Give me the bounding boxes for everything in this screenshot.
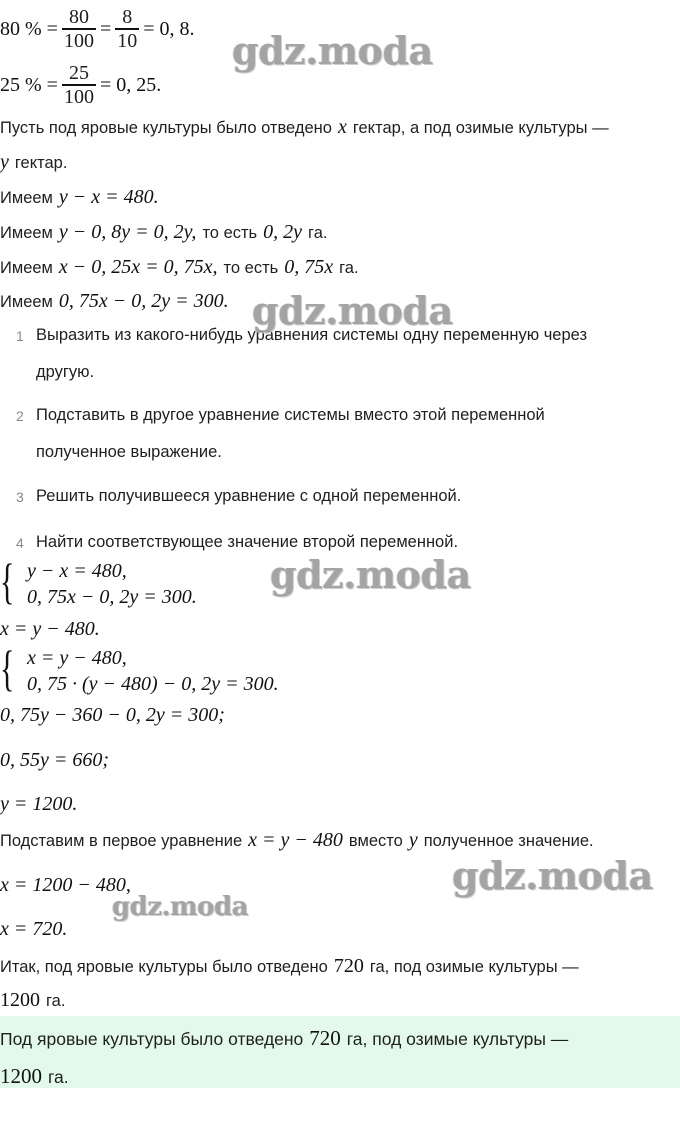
solve-step-1: 0, 75y − 360 − 0, 2y = 300; bbox=[0, 704, 225, 726]
watermark: gdz.moda bbox=[452, 853, 653, 898]
equation-system-2 bbox=[0, 640, 340, 697]
step-number-4: 4 bbox=[16, 535, 24, 551]
watermark: gdz.moda bbox=[232, 28, 433, 73]
system-2-row-2: 0, 75 · (y − 480) − 0, 2y = 300. bbox=[27, 673, 279, 695]
assumption-line-1: Пусть под яровые культуры было отведено x гектар, а под озимые культуры — bbox=[0, 116, 609, 138]
system-1-row-2: 0, 75x − 0, 2y = 300. bbox=[27, 586, 197, 608]
substitution-line: Подставим в первое уравнение x = y − 480 вместо y полученное значение. bbox=[0, 829, 594, 851]
answer-line-1: Под яровые культуры было отведено 720 га, под озимые культуры — bbox=[0, 1026, 569, 1050]
solve-step-3: y = 1200. bbox=[0, 793, 78, 815]
watermark: gdz.moda bbox=[112, 892, 249, 922]
system-2-row-1: x = y − 480, bbox=[27, 647, 127, 669]
percent-25-prefix: 25 % = bbox=[0, 73, 58, 96]
have-line-2: Имеем y − 0, 8y = 0, 2y, то есть 0, 2y га. bbox=[0, 221, 328, 243]
percent-80-line: 80 % = $\frac{80}{100}$ = $\frac{8}{10}$ = 0, 8. bbox=[0, 6, 195, 52]
percent-25-result: = 0, 25. bbox=[99, 73, 162, 96]
step-3-line-1: Решить получившееся уравнение с одной переменной. bbox=[36, 487, 462, 505]
step-2-line-2: полученное выражение. bbox=[36, 443, 222, 461]
percent-80-result: = 0, 8. bbox=[143, 17, 195, 40]
have-line-3: Имеем x − 0, 25x = 0, 75x, то есть 0, 75x га. bbox=[0, 256, 359, 278]
step-number-2: 2 bbox=[16, 408, 24, 424]
system-brace: { bbox=[0, 553, 15, 609]
fraction-80-100: $\frac{80}{100}$ bbox=[63, 6, 94, 52]
percent-80-prefix: 80 % = bbox=[0, 17, 58, 40]
assumption-line-2: y гектар. bbox=[0, 151, 68, 173]
fraction-25-100: $\frac{25}{100}$ bbox=[63, 62, 94, 108]
equation-system-1 bbox=[0, 553, 260, 610]
watermark: gdz.moda bbox=[270, 552, 471, 597]
express-x-line: x = y − 480. bbox=[0, 618, 100, 640]
x-calc-line-1: x = 1200 − 480, bbox=[0, 874, 131, 896]
conclusion-line-2: 1200 га. bbox=[0, 989, 66, 1011]
watermark: gdz.moda bbox=[252, 288, 453, 333]
have-line-4: Имеем 0, 75x − 0, 2y = 300. bbox=[0, 290, 229, 312]
system-brace: { bbox=[0, 640, 15, 696]
fraction-8-10: $\frac{8}{10}$ bbox=[117, 6, 138, 52]
system-1-row-1: y − x = 480, bbox=[27, 560, 127, 582]
step-number-1: 1 bbox=[16, 328, 24, 344]
step-2-line-1: Подставить в другое уравнение системы вместо этой переменной bbox=[36, 406, 545, 424]
answer-line-2: 1200 га. bbox=[0, 1064, 69, 1088]
conclusion-line-1: Итак, под яровые культуры было отведено 720 га, под озимые культуры — bbox=[0, 955, 579, 977]
solve-step-2: 0, 55y = 660; bbox=[0, 749, 110, 771]
step-4-line-1: Найти соответствующее значение второй переменной. bbox=[36, 533, 459, 551]
have-line-1: Имеем y − x = 480. bbox=[0, 186, 159, 208]
answer-box bbox=[0, 1016, 680, 1088]
step-1-line-2: другую. bbox=[36, 363, 95, 381]
step-1-line-1: Выразить из какого-нибудь уравнения системы одну переменную через bbox=[36, 326, 588, 344]
percent-25-line bbox=[0, 62, 161, 108]
step-number-3: 3 bbox=[16, 489, 24, 505]
x-calc-line-2: x = 720. bbox=[0, 918, 68, 940]
